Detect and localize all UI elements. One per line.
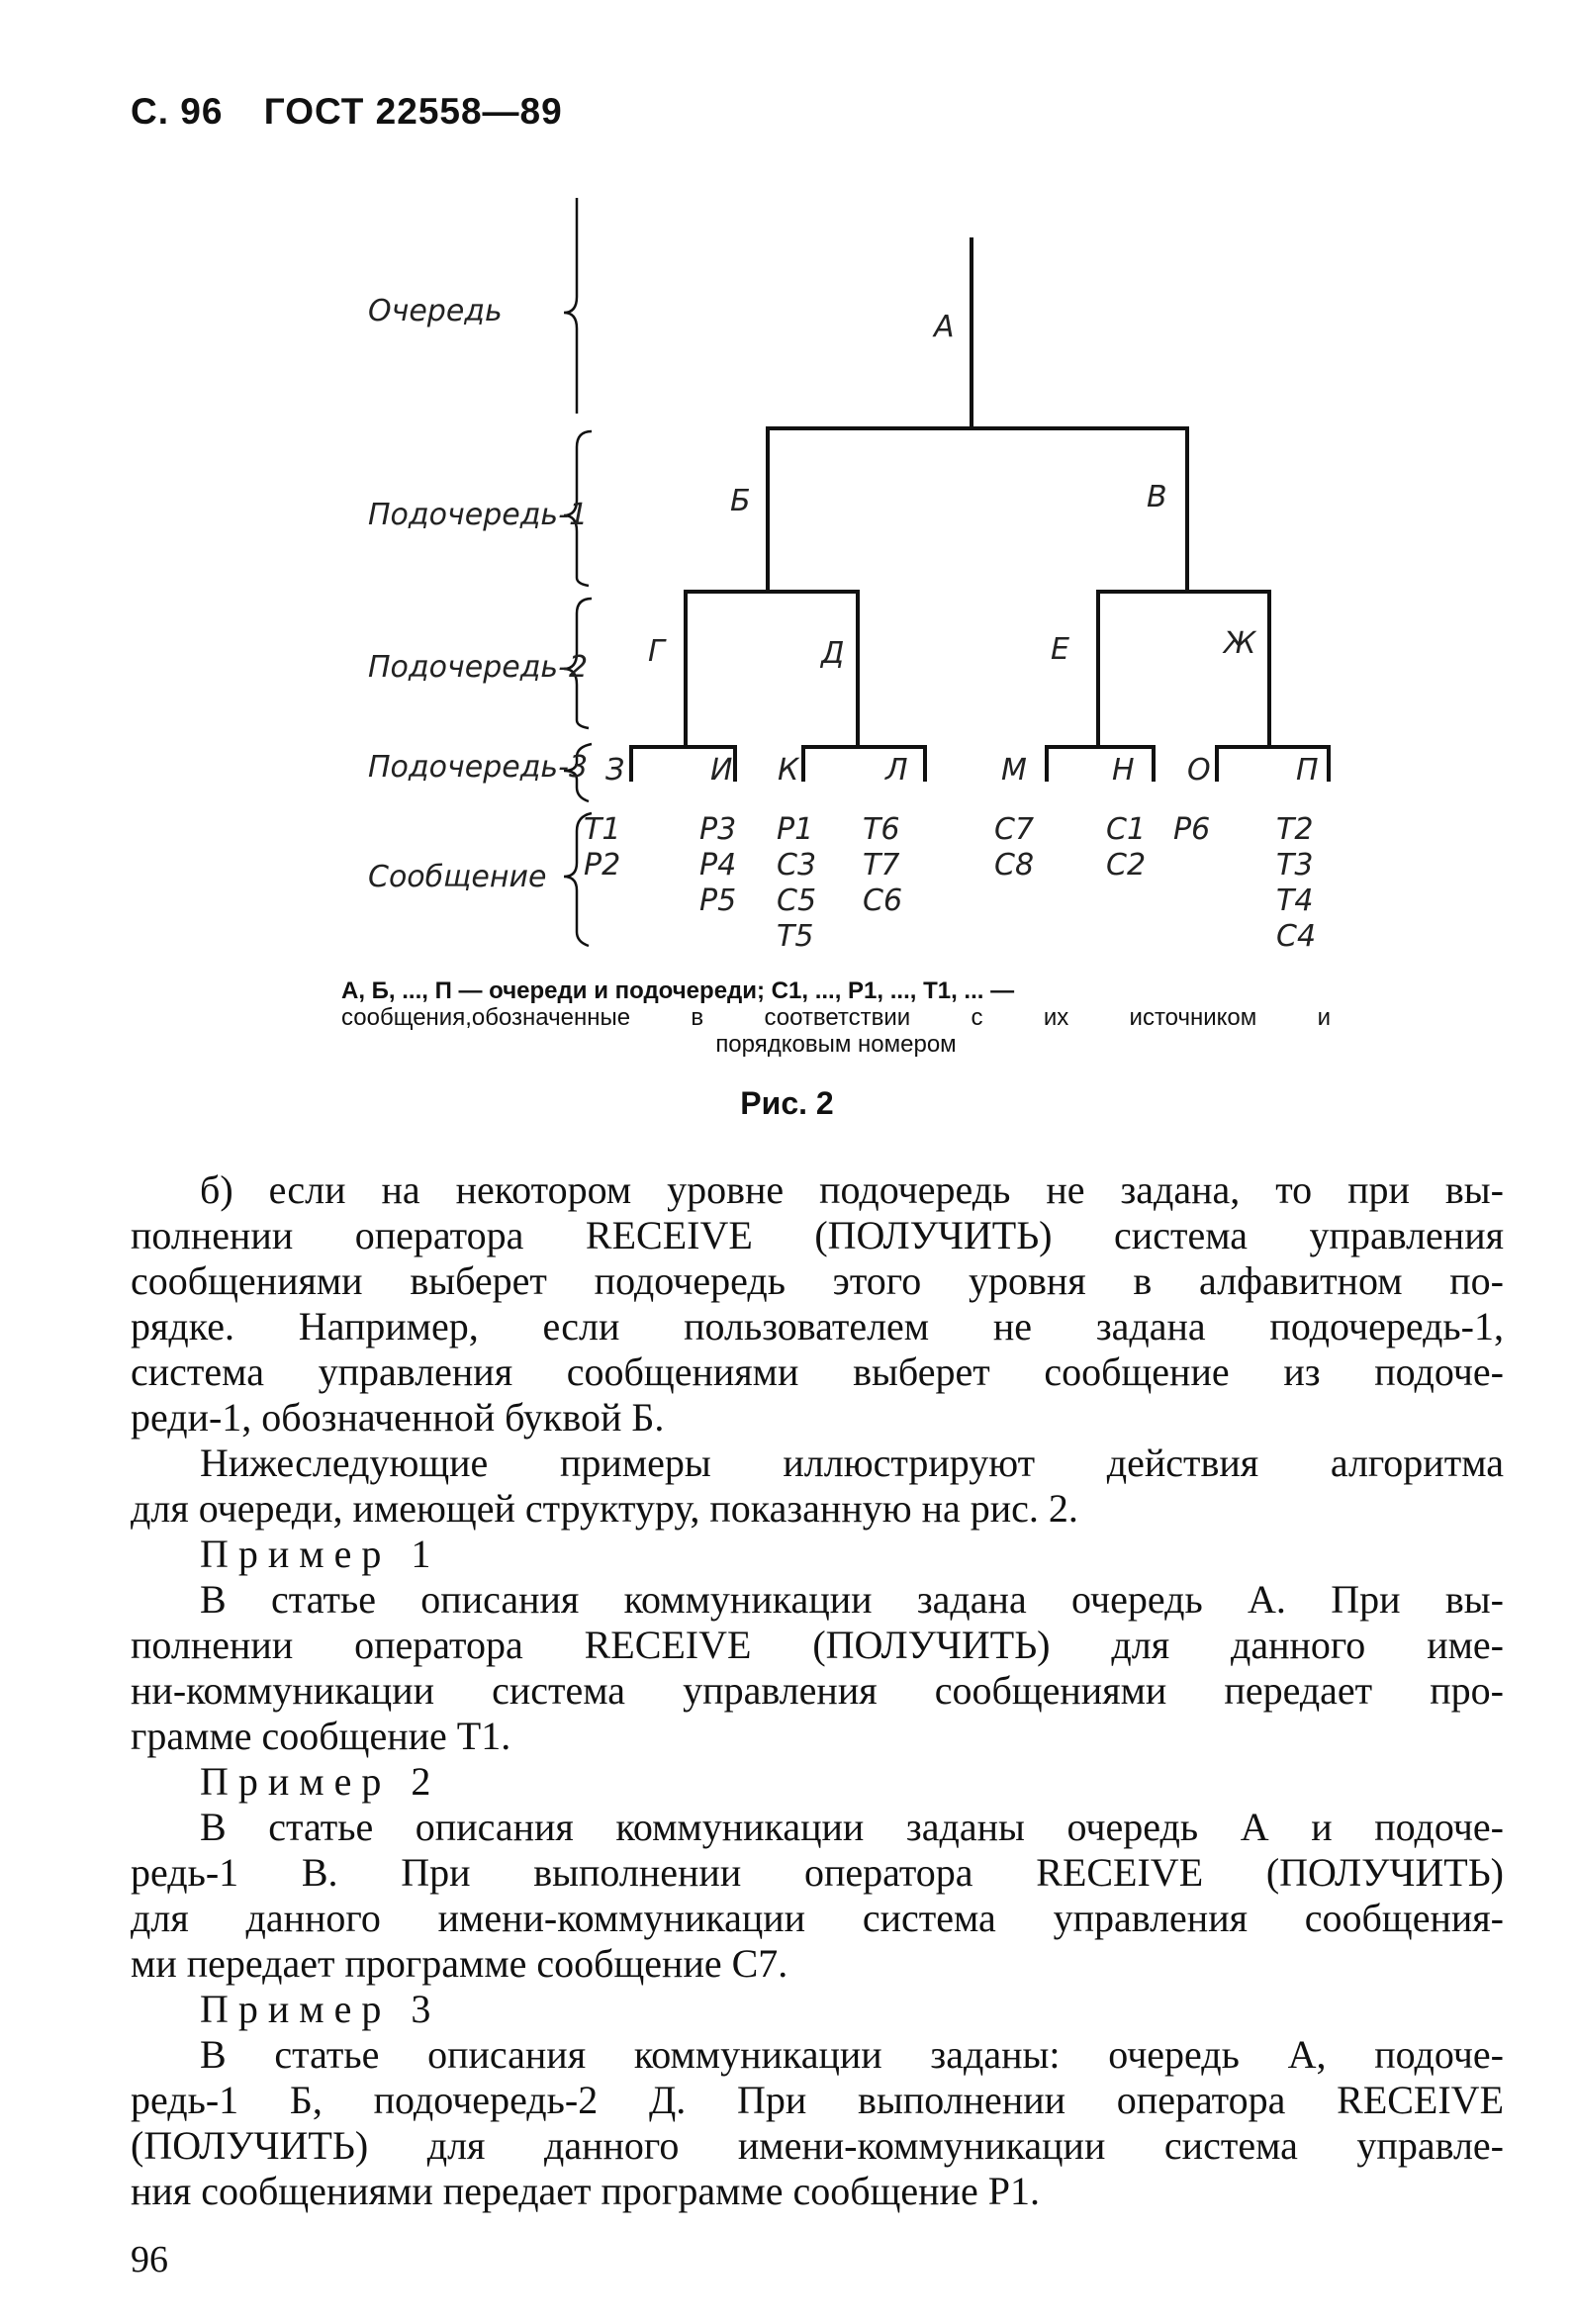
edge-A-B-V — [768, 428, 1187, 505]
message-item: Р2 — [584, 848, 621, 883]
paragraph-line: реди-1, обозначенной буквой Б. — [131, 1395, 665, 1440]
message-item: Т3 — [1276, 848, 1314, 883]
paragraph-line: В статье описания коммуникации заданы очередь А и подоче- — [200, 1805, 1504, 1849]
node-G: Г — [648, 634, 665, 669]
example-2-title: Пример 2 — [200, 1759, 441, 1804]
message-item: С4 — [1276, 919, 1317, 954]
message-lists — [584, 812, 1316, 954]
paragraph-line: для очереди, имеющей структуру, показанную на рис. 2. — [131, 1486, 1078, 1531]
paragraph-line: Нижеследующие примеры иллюстрируют действия алгоритма — [200, 1441, 1504, 1485]
paragraph-line: полнении оператора RECEIVE (ПОЛУЧИТЬ) система управления — [131, 1213, 1504, 1257]
example-1-title: Пример 1 — [200, 1532, 441, 1576]
paragraph-line: В статье описания коммуникации заданы: очередь А, подоче- — [200, 2032, 1504, 2077]
node-Z: З — [605, 753, 625, 788]
message-item: С3 — [777, 848, 817, 883]
paragraph-line: ми передает программе сообщение С7. — [131, 1941, 788, 1986]
message-item: Т7 — [863, 848, 900, 883]
message-item: Т1 — [584, 812, 621, 847]
paragraph-line: редь-1 Б, подочередь-2 Д. При выполнении оператора RECEIVE — [131, 2078, 1504, 2122]
page-ref: С. 96 — [131, 91, 224, 132]
paragraph-line: В статье описания коммуникации задана очередь А. При вы- — [200, 1577, 1504, 1622]
message-item: С8 — [994, 848, 1035, 883]
node-O: О — [1187, 753, 1211, 788]
message-item: С6 — [863, 883, 903, 918]
paragraph-line: ни-коммуникации система управления сообщениями передает про- — [131, 1668, 1504, 1713]
caption-line-1: А, Б, ..., П — очереди и подочереди; С1, ..., Р1, ..., Т1, ... — — [341, 977, 1015, 1004]
message-item: Р5 — [699, 883, 737, 918]
message-item: С5 — [777, 883, 817, 918]
node-I: И — [710, 753, 733, 788]
paragraph-line: сообщениями выберет подочередь этого уровня в алфавитном по- — [131, 1258, 1504, 1303]
node-A: А — [934, 310, 955, 344]
level-label-sub1: Подочередь-1 — [368, 498, 589, 532]
level-label-queue: Очередь — [368, 294, 503, 328]
paragraph-line: рядке. Например, если пользователем не задана подочередь-1, — [131, 1304, 1504, 1348]
node-Zh: Ж — [1224, 626, 1256, 661]
node-B: Б — [730, 484, 751, 518]
edge-E-M-N — [1047, 747, 1154, 782]
node-D: Д — [821, 636, 845, 671]
node-N: Н — [1112, 753, 1135, 788]
level-label-message: Сообщение — [368, 860, 547, 894]
queue-hierarchy-diagram — [0, 0, 1574, 979]
message-item: Р6 — [1173, 812, 1211, 847]
paragraph-line: полнении оператора RECEIVE (ПОЛУЧИТЬ) для данного име- — [131, 1623, 1504, 1667]
node-M: М — [1001, 753, 1027, 788]
caption-line-3: порядковым номером — [715, 1031, 957, 1058]
caption-line-2: сообщения,обозначенные в соответствии с их источником и — [341, 1004, 1331, 1031]
message-item: С7 — [994, 812, 1035, 847]
message-item: Т2 — [1276, 812, 1314, 847]
message-item: Р1 — [777, 812, 814, 847]
brace-queue — [564, 198, 577, 414]
paragraph-line: ния сообщениями передает программе сообщение Р1. — [131, 2169, 1040, 2213]
figure-caption — [341, 977, 1331, 1058]
node-V: В — [1147, 480, 1167, 514]
level-label-sub2: Подочередь-2 — [368, 650, 589, 685]
paragraph-line: (ПОЛУЧИТЬ) для данного имени-коммуникации система управле- — [131, 2123, 1504, 2168]
paragraph-line: для данного имени-коммуникации система управления сообщения- — [131, 1896, 1504, 1940]
paragraph-line: редь-1 В. При выполнении оператора RECEIVE (ПОЛУЧИТЬ) — [131, 1850, 1504, 1895]
level-label-sub3: Подочередь-3 — [368, 750, 589, 785]
message-item: Т4 — [1276, 883, 1314, 918]
paragraph-line: система управления сообщениями выберет сообщение из подоче- — [131, 1349, 1504, 1394]
body-text — [131, 1167, 1504, 2214]
paragraph-line: б) если на некотором уровне подочередь не задана, то при вы- — [200, 1167, 1504, 1212]
example-3-title: Пример 3 — [200, 1987, 441, 2031]
message-item: С2 — [1106, 848, 1147, 883]
node-P: П — [1296, 753, 1319, 788]
message-item: Т5 — [777, 919, 814, 954]
page-number: 96 — [131, 2239, 168, 2280]
message-item: Т6 — [863, 812, 900, 847]
node-L: Л — [885, 753, 908, 788]
figure-label: Рис. 2 — [740, 1085, 834, 1121]
node-K: К — [778, 753, 799, 788]
message-item: Р4 — [699, 848, 737, 883]
paragraph-line: грамме сообщение Т1. — [131, 1714, 511, 1758]
message-item: С1 — [1106, 812, 1147, 847]
node-E: Е — [1051, 632, 1069, 667]
standard-title: ГОСТ 22558—89 — [263, 91, 563, 132]
message-item: Р3 — [699, 812, 737, 847]
